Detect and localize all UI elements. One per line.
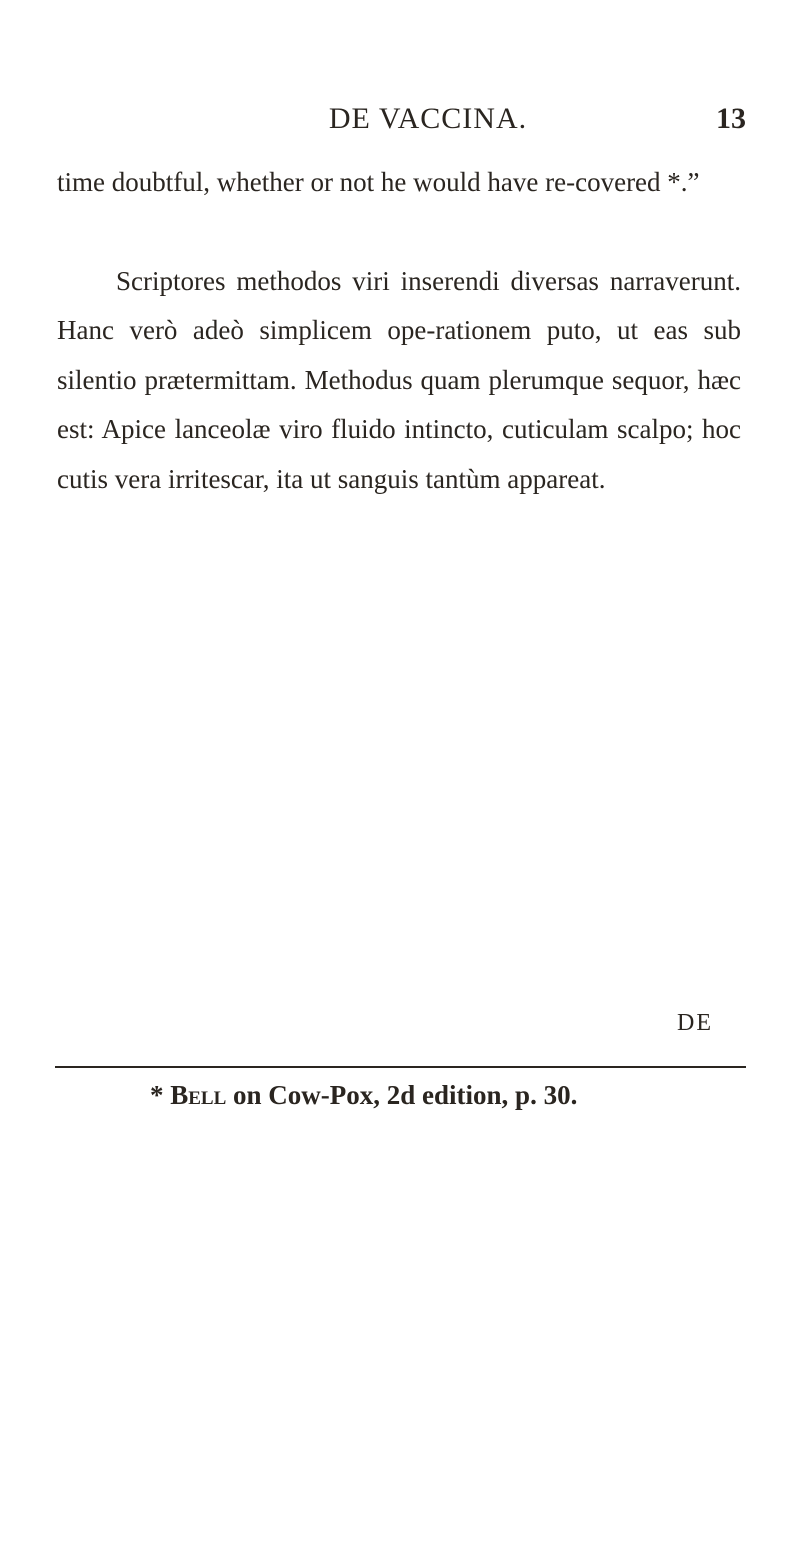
- page-number: 13: [716, 102, 746, 135]
- footnote-author: Bell: [170, 1080, 227, 1110]
- footnote-text: on Cow-Pox, 2d edition, p. 30.: [233, 1080, 578, 1110]
- paragraph-continuation: time doubtful, whether or not he would have re-covered *.”: [57, 167, 700, 197]
- running-title: DE VACCINA.: [328, 102, 528, 135]
- footnote-marker: *: [150, 1080, 164, 1110]
- running-head: [0, 100, 801, 140]
- footnote: [150, 1080, 577, 1111]
- body-text: [57, 158, 741, 504]
- footnote-rule: [55, 1066, 746, 1068]
- catchword: DE: [677, 1010, 713, 1036]
- paragraph-scriptores: Scriptores methodos viri inserendi diversas narraverunt. Hanc verò adeò simplicem ope-rationem puto, ut eas sub silentio prætermittam. Methodus quam plerumque sequor, hæc est: Apice lanceolæ viro fluido intincto, cuticulam scalpo; hoc cutis vera irritescar, ita ut sanguis tantùm appareat.: [57, 265, 741, 494]
